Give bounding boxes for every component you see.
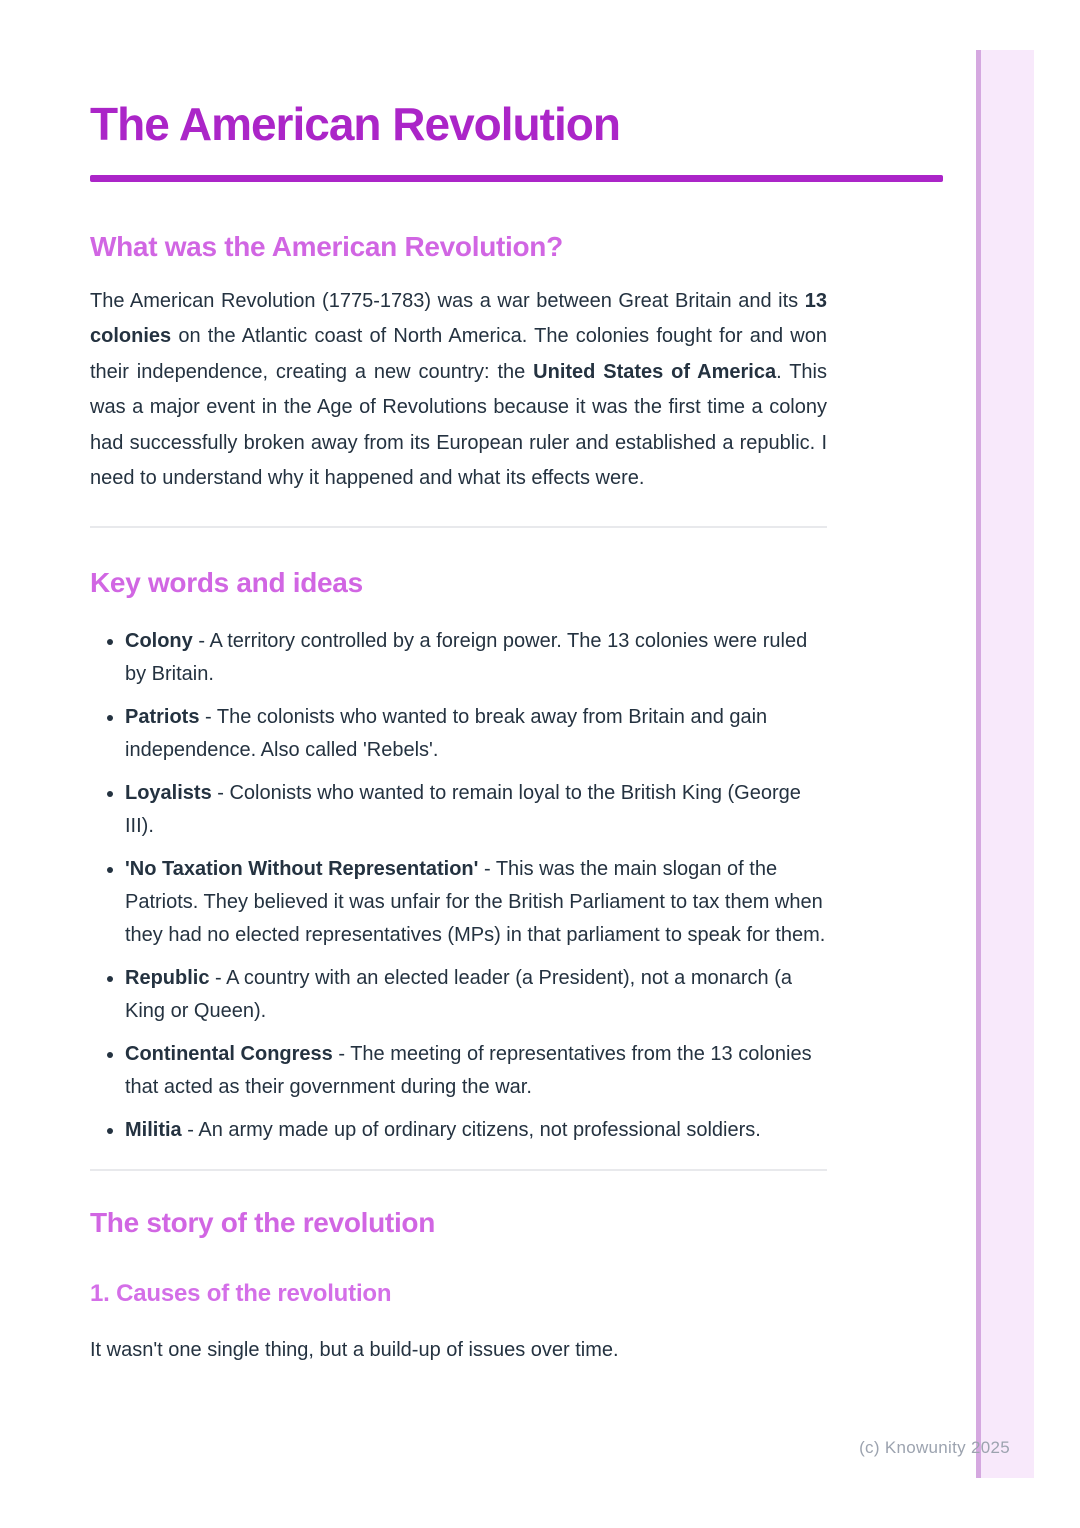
keyword-description: - This was the main slogan of the Patriots. They believed it was unfair for the British Parliament to tax them when they had no elected representatives (MPs) in that parliament to speak for them. bbox=[125, 857, 826, 946]
keyword-term: Republic bbox=[125, 966, 210, 989]
title-underline-rule bbox=[90, 175, 943, 182]
page-title: The American Revolution bbox=[90, 98, 620, 150]
keyword-item-colony bbox=[125, 625, 827, 691]
keyword-description: - An army made up of ordinary citizens, not professional soldiers. bbox=[187, 1118, 761, 1141]
keyword-description: - A territory controlled by a foreign power. The 13 colonies were ruled by Britain. bbox=[125, 629, 808, 685]
keyword-term: Continental Congress bbox=[125, 1042, 333, 1065]
story-paragraph: It wasn't one single thing, but a build-up of issues over time. bbox=[90, 1338, 619, 1361]
keyword-term: Loyalists bbox=[125, 781, 212, 804]
story-heading: The story of the revolution bbox=[90, 1206, 436, 1238]
keyword-term: Militia bbox=[125, 1118, 182, 1141]
document-content bbox=[90, 0, 827, 1367]
keyword-item-republic bbox=[125, 962, 827, 1028]
keyword-description: - The meeting of representatives from the 13 colonies that acted as their government during the war. bbox=[125, 1042, 812, 1098]
keyword-description: - A country with an elected leader (a President), not a monarch (a King or Queen). bbox=[125, 966, 792, 1022]
keyword-item-loyalists bbox=[125, 777, 827, 843]
keyword-description: - Colonists who wanted to remain loyal to the British King (George III). bbox=[125, 781, 801, 837]
keyword-item-patriots bbox=[125, 701, 827, 767]
keyword-term: Colony bbox=[125, 629, 193, 652]
keywords-heading: Key words and ideas bbox=[90, 566, 363, 598]
keywords-list bbox=[90, 625, 827, 1147]
section-divider bbox=[90, 526, 827, 528]
keyword-description: - The colonists who wanted to break away from Britain and gain independence. Also called 'Rebels'. bbox=[125, 705, 768, 761]
keyword-item-militia bbox=[125, 1114, 827, 1147]
section-story bbox=[90, 1207, 827, 1367]
intro-heading: What was the American Revolution? bbox=[90, 230, 563, 262]
watermark: (c) Knowunity 2025 bbox=[859, 1438, 1010, 1457]
intro-paragraph: The American Revolution (1775-1783) was a war between Great Britain and its 13 colonies on the Atlantic coast of North America. The colonies fought for and won their independence, creating a new country: the United States of America. This was a major event in the Age of Revolutions because it was the first time a colony had successfully broken away from its European ruler and established a republic. I need to understand why it happened and what its effects were. bbox=[90, 289, 827, 490]
section-intro bbox=[90, 231, 827, 497]
keyword-term: 'No Taxation Without Representation' bbox=[125, 857, 479, 880]
keyword-term: Patriots bbox=[125, 705, 200, 728]
section-divider bbox=[90, 1169, 827, 1171]
section-keywords bbox=[90, 567, 827, 1147]
story-subheading: 1. Causes of the revolution bbox=[90, 1279, 392, 1307]
keyword-item-continental-congress bbox=[125, 1038, 827, 1104]
page-accent-strip bbox=[976, 50, 1034, 1478]
keyword-item-no-taxation bbox=[125, 853, 827, 952]
